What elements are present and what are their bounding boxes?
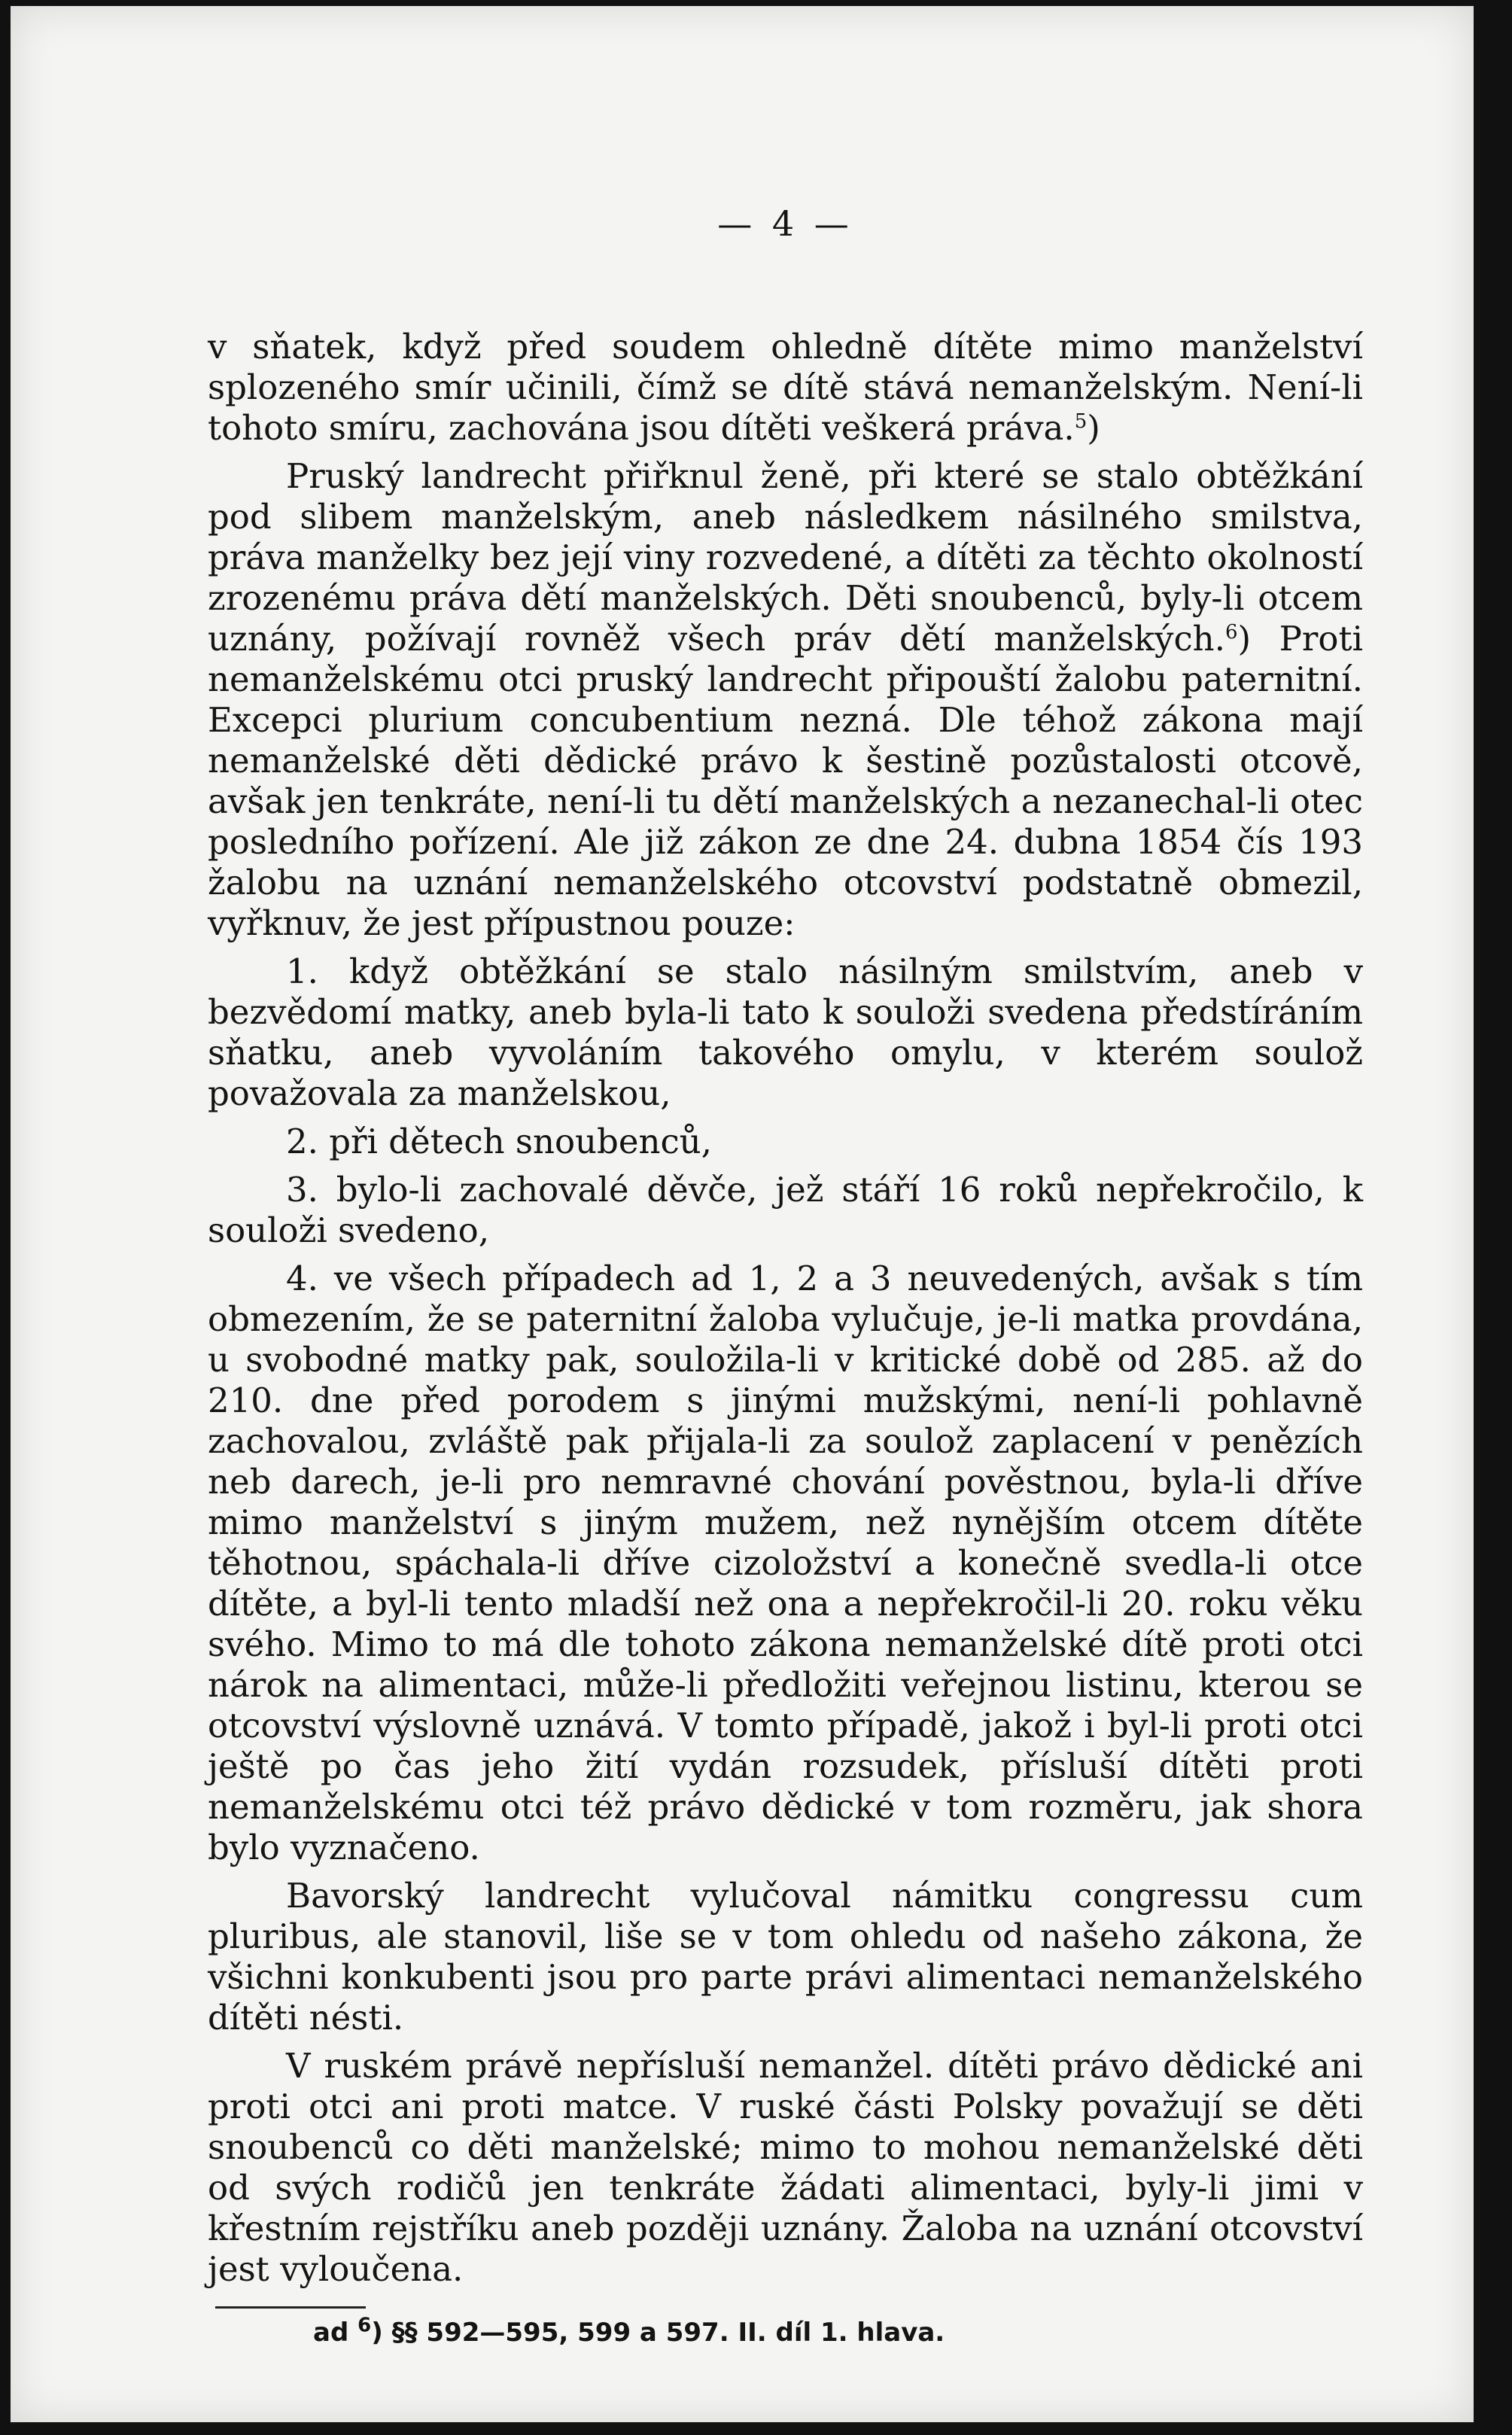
footnote-divider <box>215 2306 366 2309</box>
list-item-4: 4. ve všech případech ad 1, 2 a 3 neuvedených, avšak s tím obmezením, že se paternitní žaloba vylučuje, je-li matka provdána, u svobodné matky pak, souložila-li v kritické době od 285. až do 210. dne před porodem s jinými mužskými, není-li pohlavně zachovalou, zvláště pak přijala-li za soulož zaplacení v penězích neb darech, je-li pro nemravné chování pověstnou, byla-li dříve mimo manželství s jiným mužem, než nynějším otcem dítěte těhotnou, spáchala-li dříve cizoložství a konečně svedla-li otce dítěte, a byl-li tento mladší než ona a nepřekročil-li 20. roku věku svého. Mimo to má dle tohoto zákona nemanželské dítě proti otci nárok na alimentaci, může-li předložiti veřejnou listinu, kterou se otcovství výslovně uznává. V tomto případě, jakož i byl-li proti otci ještě po čas jeho žití vydán rozsudek, přísluší dítěti proti nemanželskému otci též právo dědické v tom rozměru, jak shora bylo vyznačeno. <box>208 1259 1363 1867</box>
paragraph-2 <box>208 456 1363 944</box>
page-content <box>208 203 1363 2349</box>
footnote-ref-5: 5 <box>1074 410 1088 433</box>
footnote-mark: 6 <box>357 2314 372 2337</box>
paragraph-2-text-b: ) Proti nemanželskému otci pruský landrecht připouští žalobu paternitní. Excepci plurium concubentium nezná. Dle téhož zákona mají nemanželské děti dědické právo k šestině pozůstalosti otcově, avšak jen tenkráte, není-li tu dětí manželských a nezanechal-li otec posledního pořízení. Ale již zákon ze dne 24. dubna 1854 čís 193 žalobu na uznání nemanželského otcovství podstatně obmezil, vyřknuv, že jest přípustnou pouze: <box>208 619 1363 943</box>
paragraph-3: Bavorský landrecht vylučoval námitku congressu cum pluribus, ale stanovil, liše se v tom ohledu od našeho zákona, že všichni konkubenti jsou pro parte právi alimentaci nemanželského dítěti nésti. <box>208 1876 1363 2038</box>
paragraph-4: V ruském právě nepřísluší nemanžel. dítěti právo dědické ani proti otci ani proti matce. V ruské části Polsky považují se děti snoubenců co děti manželské; mimo to mohou nemanželské děti od svých rodičů jen tenkráte žádati alimentaci, byly-li jimi v křestním rejstříku aneb později uznány. Žaloba na uznání otcovství jest vyloučena. <box>208 2046 1363 2289</box>
paragraph-2-text-a: Pruský landrecht přiřknul ženě, při které se stalo obtěžkání pod slibem manželským, aneb následkem násilného smilstva, práva manželky bez její viny rozvedené, a dítěti za těchto okolností zrozenému práva dětí manželských. Děti snoubenců, byly-li otcem uznány, požívají rovněž všech práv dětí manželských. <box>208 456 1363 659</box>
paragraph-1 <box>208 327 1363 449</box>
page-number: — 4 — <box>717 203 853 244</box>
footnote <box>208 2316 1363 2349</box>
list-item-2: 2. při dětech snoubenců, <box>286 1122 712 1161</box>
list-item-1: 1. když obtěžkání se stalo násilným smilstvím, aneb v bezvědomí matky, aneb byla-li tato k souloži svedena předstíráním sňatku, aneb vyvoláním takového omylu, v kterém soulož považovala za manželskou, <box>208 951 1363 1113</box>
paragraph-1-end: ) <box>1087 408 1100 448</box>
paragraph-1-text: v sňatek, když před soudem ohledně dítěte mimo manželství splozeného smír učinili, čímž se dítě stává nemanželským. Není-li tohoto smíru, zachována jsou dítěti veškerá práva. <box>208 327 1363 448</box>
footnote-prefix: ad <box>313 2318 358 2348</box>
footnote-ref-6: 6 <box>1225 621 1238 644</box>
list-item-3: 3. bylo-li zachovalé děvče, jež stáří 16 roků nepřekročilo, k souloži svedeno, <box>208 1170 1363 1250</box>
footnote-text: ) §§ 592—595, 599 a 597. II. díl 1. hlava. <box>371 2318 945 2348</box>
document-page <box>11 6 1474 2422</box>
